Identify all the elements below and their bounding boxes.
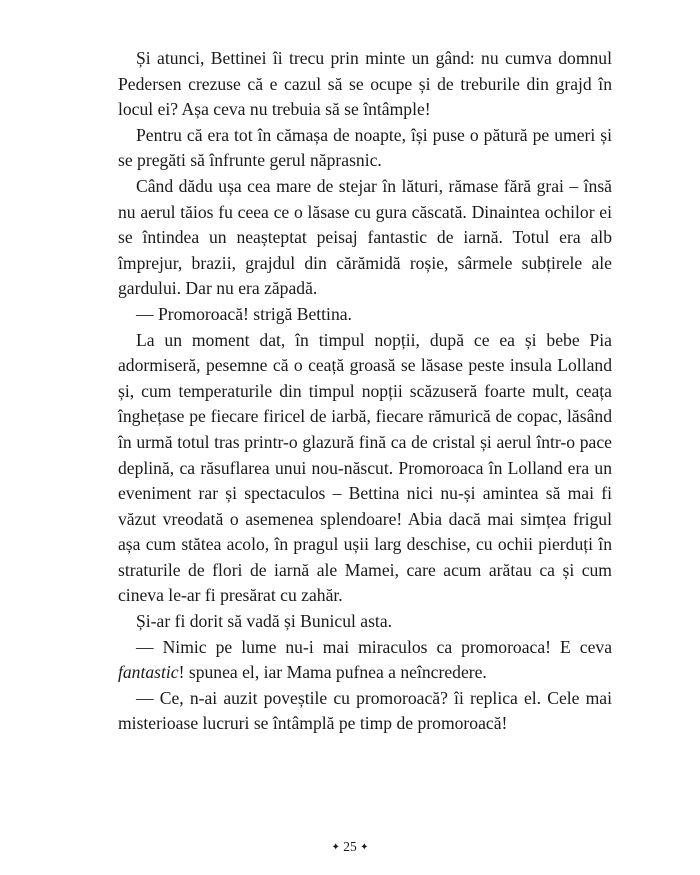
- paragraph-7-emphasis: fantastic: [118, 662, 179, 683]
- body-text: [118, 46, 612, 737]
- page-number: 25: [343, 839, 357, 854]
- paragraph-7-text-before: — Nimic pe lume nu-i mai miraculos ca promoroaca! E ceva: [136, 636, 612, 657]
- ornament-right-icon: ✦: [360, 842, 369, 853]
- paragraph-1: Și atunci, Bettinei îi trecu prin minte un gând: nu cumva domnul Pedersen crezuse că e cazul să se ocupe și de treburile din grajd în locul ei? Așa ceva nu trebuia să se întâmple!: [118, 48, 612, 120]
- paragraph-7: [118, 635, 612, 686]
- paragraph-3: Când dădu ușa cea mare de stejar în lături, rămase fără grai – însă nu aerul tăios fu ceea ce o lăsase cu gura căscată. Dinaintea ochilor ei se întindea un neașteptat peisaj fantastic de iarnă. Totul era alb împrejur, brazii, grajdul din cărămidă roșie, sârmele subțirele ale gardului. Dar nu era zăpadă.: [118, 175, 612, 299]
- paragraph-5: La un moment dat, în timpul nopții, după ce ea și bebe Pia adormiseră, pesemne că o ceață groasă se lăsase peste insula Lolland și, cum temperaturile din timpul nopții scăzuseră foarte mult, ceața înghețase pe fiecare firicel de iarbă, fiecare rămurică de copac, lăsând în urmă totul tras printr-o glazură fină ca de cristal și aerul într-o pace deplină, ca răsuflarea unui nou-născut. Promoroaca în Lolland era un eveniment rar și spectaculos – Bettina nici nu-și amintea să mai fi văzut vreodată o asemenea splendoare! Abia dacă mai simțea frigul așa cum stătea acolo, în pragul ușii larg deschise, cu ochii pierduți în straturile de flori de iarnă ale Mamei, care acum arătau ca și cum cineva le-ar fi presărat cu zahăr.: [118, 329, 612, 606]
- ornament-left-icon: ✦: [331, 842, 340, 853]
- paragraph-4: — Promoroacă! strigă Bettina.: [136, 303, 352, 324]
- paragraph-6: Și-ar fi dorit să vadă și Bunicul asta.: [136, 611, 393, 632]
- page-footer: [0, 839, 700, 857]
- paragraph-2: Pentru că era tot în cămașa de noapte, își puse o pătură pe umeri și se pregăti să înfrunte gerul năprasnic.: [118, 124, 612, 171]
- paragraph-8: — Ce, n-ai auzit poveștile cu promoroacă? îi replica el. Cele mai misterioase lucruri se întâmplă pe timp de promoroacă!: [118, 687, 612, 734]
- paragraph-7-text-after: ! spunea el, iar Mama pufnea a neîncredere.: [178, 662, 487, 683]
